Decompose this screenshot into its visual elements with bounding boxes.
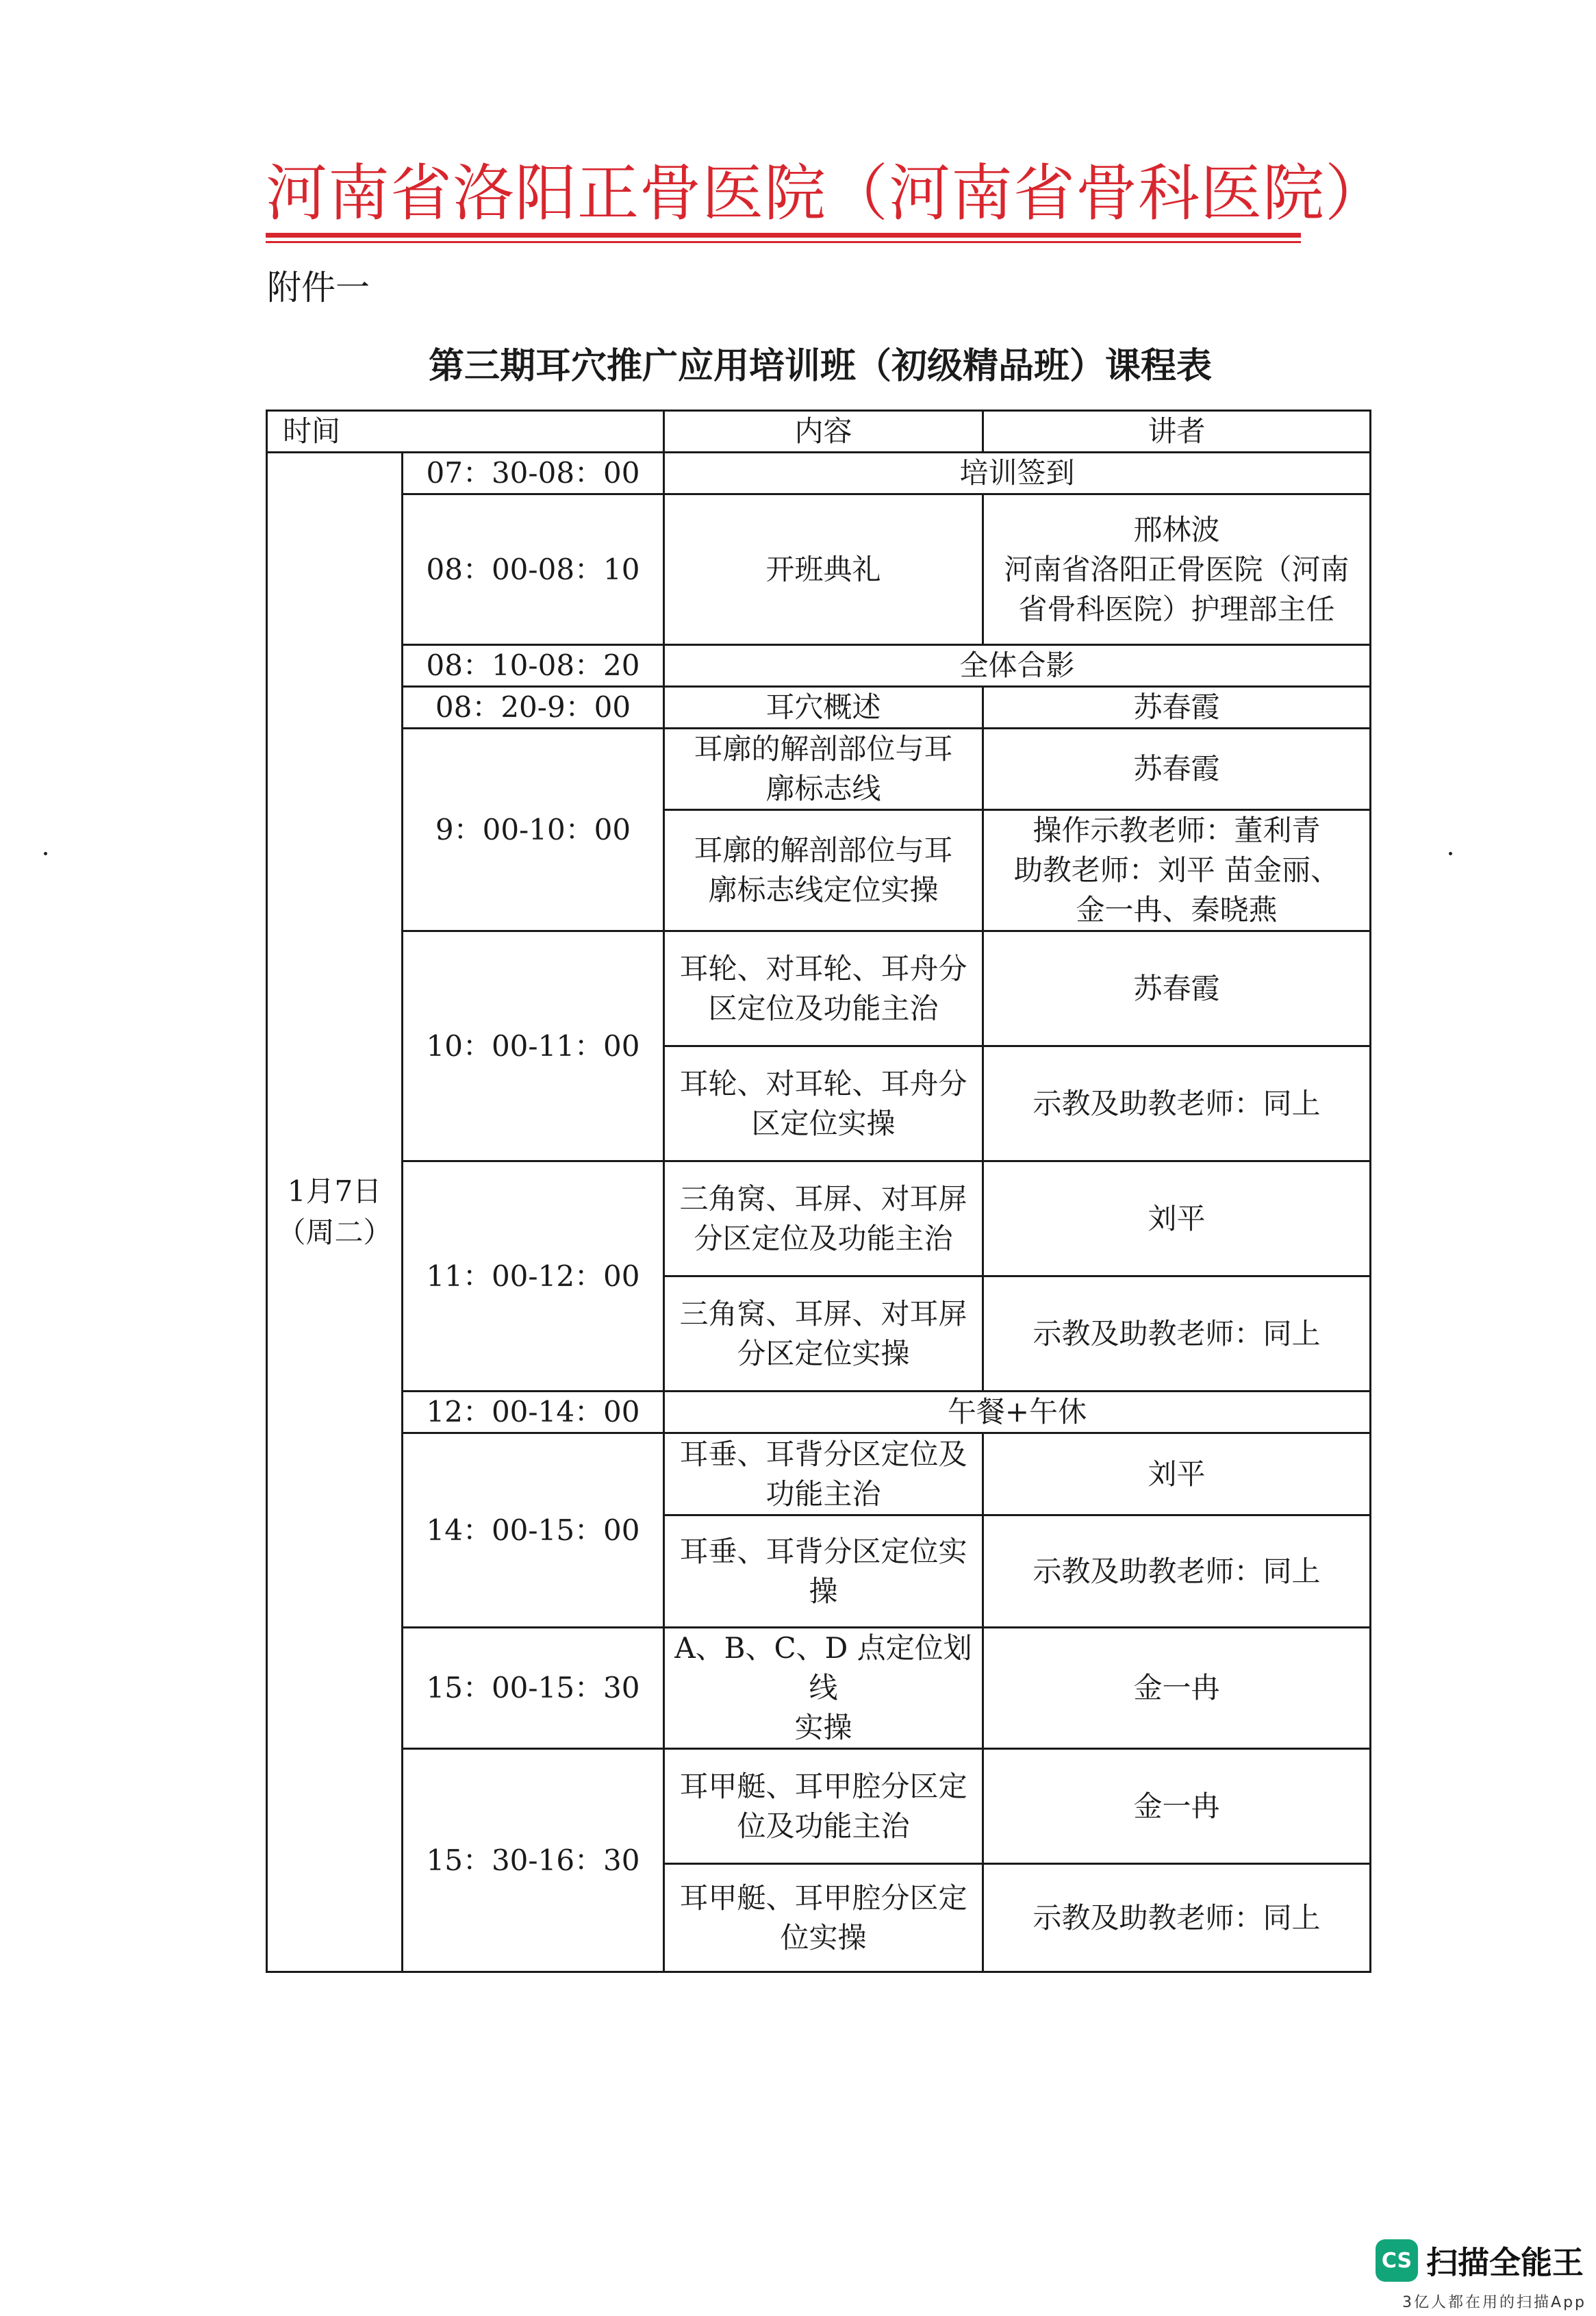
content-line: A、B、C、D 点定位划线 xyxy=(674,1631,972,1704)
content-cell xyxy=(664,931,983,1046)
table-header-row xyxy=(267,411,1371,453)
header-time: 时间 xyxy=(267,411,664,453)
content-cell: 开班典礼 xyxy=(664,494,983,645)
lecturer-cell: 示教及助教老师：同上 xyxy=(983,1515,1371,1628)
content-line: 耳垂、耳背分区定位及 xyxy=(679,1437,967,1471)
content-cell xyxy=(664,1276,983,1392)
lecturer-line: 省骨科医院）护理部主任 xyxy=(1018,592,1335,626)
time-cell: 15：30-16：30 xyxy=(403,1749,664,1972)
content-cell xyxy=(664,1046,983,1161)
content-line: 实操 xyxy=(794,1711,852,1744)
header-content: 内容 xyxy=(664,411,983,453)
table-row xyxy=(267,1161,1371,1276)
lecturer-cell: 刘平 xyxy=(983,1161,1371,1276)
content-line: 耳甲艇、耳甲腔分区定 xyxy=(679,1769,967,1803)
table-row xyxy=(267,645,1371,687)
day-cell xyxy=(267,453,403,1972)
content-cell: 午餐+午休 xyxy=(664,1392,1371,1433)
lecturer-cell: 金一冉 xyxy=(983,1628,1371,1749)
scan-speck-left xyxy=(44,852,47,855)
time-cell: 08：20-9：00 xyxy=(403,687,664,729)
day-weekday: （周二） xyxy=(277,1216,392,1249)
table-row xyxy=(267,494,1371,645)
time-cell: 08：00-08：10 xyxy=(403,494,664,645)
content-cell xyxy=(664,729,983,810)
scanner-watermark xyxy=(1376,2238,1584,2283)
content-cell xyxy=(664,1864,983,1972)
table-row xyxy=(267,1392,1371,1433)
time-cell: 11：00-12：00 xyxy=(403,1161,664,1392)
content-line: 耳甲艇、耳甲腔分区定 xyxy=(679,1880,967,1915)
table-row xyxy=(267,729,1371,810)
time-cell: 15：00-15：30 xyxy=(403,1628,664,1749)
lecturer-cell: 示教及助教老师：同上 xyxy=(983,1864,1371,1972)
content-line: 位及功能主治 xyxy=(737,1809,910,1843)
content-line: 位实操 xyxy=(780,1920,867,1954)
table-row xyxy=(267,453,1371,494)
letterhead-rule-thick xyxy=(266,233,1301,238)
table-row xyxy=(267,931,1371,1046)
table-row xyxy=(267,687,1371,729)
time-cell: 08：10-08：20 xyxy=(403,645,664,687)
lecturer-line: 金一冉、秦晓燕 xyxy=(1076,893,1278,927)
lecturer-cell xyxy=(983,494,1371,645)
content-cell: 培训签到 xyxy=(664,453,1371,494)
content-cell xyxy=(664,1161,983,1276)
lecturer-line: 助教老师：刘平 苗金丽、 xyxy=(1013,853,1340,887)
lecturer-line: 河南省洛阳正骨医院（河南 xyxy=(1004,552,1350,586)
time-cell: 12：00-14：00 xyxy=(403,1392,664,1433)
content-cell xyxy=(664,1433,983,1515)
table-row xyxy=(267,1433,1371,1515)
content-line: 分区定位实操 xyxy=(737,1336,910,1370)
time-cell: 14：00-15：00 xyxy=(403,1433,664,1628)
content-line: 操 xyxy=(809,1574,838,1608)
content-line: 廓标志线定位实操 xyxy=(708,873,939,907)
content-line: 功能主治 xyxy=(765,1476,881,1511)
document-title: 第三期耳穴推广应用培训班（初级精品班）课程表 xyxy=(428,345,1212,387)
content-line: 区定位及功能主治 xyxy=(708,991,939,1025)
content-cell xyxy=(664,810,983,931)
lecturer-cell xyxy=(983,810,1371,931)
lecturer-cell: 金一冉 xyxy=(983,1749,1371,1864)
content-line: 耳轮、对耳轮、耳舟分 xyxy=(679,1066,967,1100)
camscanner-logo-icon: CS xyxy=(1376,2239,1418,2282)
table-row xyxy=(267,1628,1371,1749)
letterhead-rule-thin xyxy=(266,241,1301,243)
day-date: 1月7日 xyxy=(287,1174,382,1208)
schedule-table xyxy=(266,410,1371,1973)
content-cell: 耳穴概述 xyxy=(664,687,983,729)
lecturer-cell: 示教及助教老师：同上 xyxy=(983,1276,1371,1392)
content-cell xyxy=(664,1628,983,1749)
content-cell xyxy=(664,1749,983,1864)
lecturer-cell: 苏春霞 xyxy=(983,931,1371,1046)
content-line: 三角窝、耳屏、对耳屏 xyxy=(679,1181,967,1216)
content-line: 廓标志线 xyxy=(765,772,881,805)
content-line: 三角窝、耳屏、对耳屏 xyxy=(679,1296,967,1331)
time-cell: 9：00-10：00 xyxy=(403,729,664,931)
scanner-tagline: 3亿人都在用的扫描App xyxy=(1402,2294,1586,2311)
content-line: 耳轮、对耳轮、耳舟分 xyxy=(679,951,967,985)
attachment-label: 附件一 xyxy=(267,268,370,307)
lecturer-line: 邢林波 xyxy=(1133,512,1220,546)
content-line: 耳廓的解剖部位与耳 xyxy=(694,732,953,766)
lecturer-cell: 苏春霞 xyxy=(983,687,1371,729)
content-line: 区定位实操 xyxy=(751,1106,896,1140)
lecturer-cell: 刘平 xyxy=(983,1433,1371,1515)
content-line: 耳廓的解剖部位与耳 xyxy=(694,833,953,867)
content-cell xyxy=(664,1515,983,1628)
content-cell: 全体合影 xyxy=(664,645,1371,687)
content-line: 分区定位及功能主治 xyxy=(694,1221,953,1255)
content-line: 耳垂、耳背分区定位实 xyxy=(679,1534,967,1568)
lecturer-cell: 示教及助教老师：同上 xyxy=(983,1046,1371,1161)
lecturer-cell: 苏春霞 xyxy=(983,729,1371,810)
letterhead-title: 河南省洛阳正骨医院（河南省骨科医院） xyxy=(266,158,1387,229)
time-cell: 07：30-08：00 xyxy=(403,453,664,494)
scanner-app-name: 扫描全能王 xyxy=(1426,2244,1584,2281)
header-lecturer: 讲者 xyxy=(983,411,1371,453)
lecturer-line: 操作示教老师：董利青 xyxy=(1033,814,1321,847)
scan-speck-right xyxy=(1449,852,1452,855)
time-cell: 10：00-11：00 xyxy=(403,931,664,1161)
table-row xyxy=(267,1749,1371,1864)
